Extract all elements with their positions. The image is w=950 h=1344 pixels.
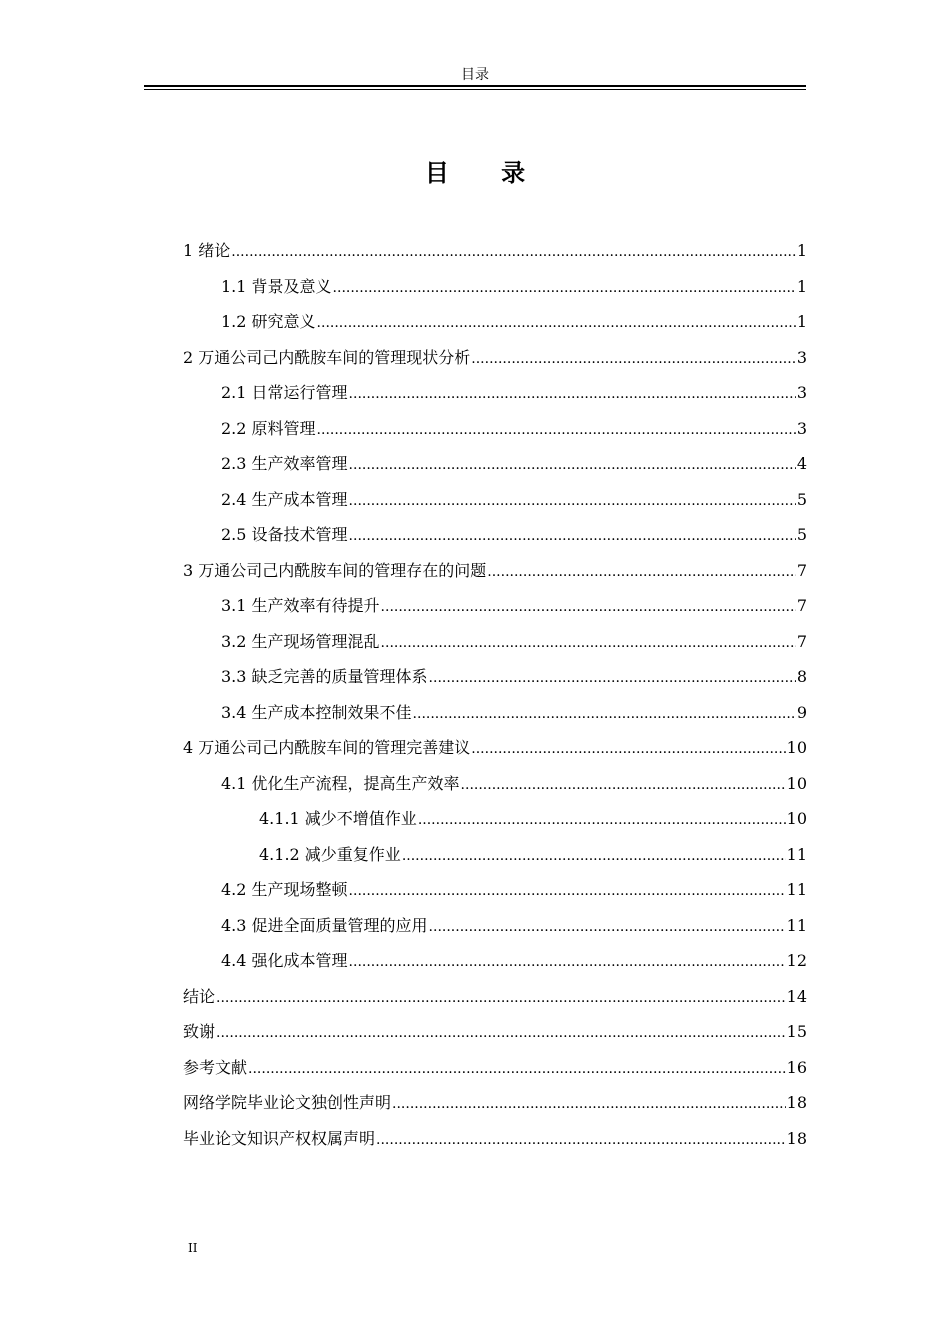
toc-entry-page: 11 bbox=[786, 880, 807, 899]
toc-dot-leader bbox=[216, 981, 786, 1017]
toc-dot-leader bbox=[402, 839, 786, 875]
toc-entry-page: 16 bbox=[786, 1057, 807, 1077]
toc-dot-leader bbox=[231, 235, 796, 271]
toc-entry-page: 9 bbox=[796, 702, 807, 722]
toc-entry-label: 4.1.1 减少不增值作业 bbox=[259, 809, 417, 828]
toc-entry[interactable] bbox=[183, 872, 807, 908]
toc-entry-label: 2.5 设备技术管理 bbox=[221, 525, 348, 544]
toc-entry[interactable] bbox=[183, 908, 807, 944]
toc-entry-label: 1 绪论 bbox=[183, 241, 231, 260]
toc-entry[interactable] bbox=[183, 588, 807, 624]
toc-entry[interactable] bbox=[183, 766, 807, 802]
toc-entry-label: 3 万通公司己内酰胺车间的管理存在的问题 bbox=[183, 560, 487, 580]
toc-dot-leader bbox=[381, 590, 796, 626]
toc-entry-label: 2.1 日常运行管理 bbox=[221, 383, 348, 402]
toc-dot-leader bbox=[487, 555, 796, 591]
toc-dot-leader bbox=[248, 1052, 786, 1088]
toc-entry[interactable] bbox=[183, 375, 807, 411]
toc-dot-leader bbox=[429, 661, 796, 697]
toc-entry-page: 14 bbox=[786, 986, 807, 1006]
toc-dot-leader bbox=[461, 768, 786, 804]
toc-entry[interactable] bbox=[183, 801, 807, 837]
toc-entry[interactable] bbox=[183, 979, 807, 1015]
toc-entry-page: 18 bbox=[786, 1128, 807, 1148]
toc-dot-leader bbox=[349, 377, 796, 413]
toc-entry-page: 7 bbox=[796, 631, 807, 651]
toc-entry[interactable] bbox=[183, 446, 807, 482]
toc-entry-label: 4.1.2 减少重复作业 bbox=[259, 844, 401, 864]
toc-entry[interactable] bbox=[183, 659, 807, 695]
toc-entry-page: 7 bbox=[796, 596, 807, 615]
toc-entry[interactable] bbox=[183, 482, 807, 518]
toc-entry-label: 4 万通公司己内酰胺车间的管理完善建议 bbox=[183, 738, 471, 757]
toc-dot-leader bbox=[349, 519, 796, 555]
toc-entry[interactable] bbox=[183, 1050, 807, 1086]
toc-entry-page: 10 bbox=[786, 773, 807, 793]
toc-dot-leader bbox=[333, 271, 796, 307]
toc-entry[interactable] bbox=[183, 517, 807, 553]
toc-entry-label: 网络学院毕业论文独创性声明 bbox=[183, 1093, 392, 1112]
toc-dot-leader bbox=[471, 342, 796, 378]
toc-entry-page: 1 bbox=[796, 312, 807, 331]
toc-entry[interactable] bbox=[183, 624, 807, 660]
toc-entry-label: 2.2 原料管理 bbox=[221, 418, 316, 438]
toc-entry-label: 毕业论文知识产权权属声明 bbox=[183, 1128, 376, 1148]
toc-entry[interactable] bbox=[183, 1085, 807, 1121]
header-rule-thin bbox=[144, 89, 806, 90]
toc-entry[interactable] bbox=[183, 1014, 807, 1050]
toc-entry-label: 1.1 背景及意义 bbox=[221, 276, 332, 296]
toc-entry-label: 2 万通公司己内酰胺车间的管理现状分析 bbox=[183, 347, 471, 367]
toc-dot-leader bbox=[471, 732, 785, 768]
toc-entry-label: 参考文献 bbox=[183, 1057, 248, 1077]
toc-entry-label: 4.3 促进全面质量管理的应用 bbox=[221, 915, 428, 935]
toc-entry-page: 3 bbox=[796, 383, 807, 402]
toc-entry[interactable] bbox=[183, 837, 807, 873]
toc-dot-leader bbox=[349, 945, 786, 981]
toc-entry-label: 结论 bbox=[183, 986, 216, 1006]
toc-entry-label: 4.2 生产现场整顿 bbox=[221, 880, 348, 899]
toc-entry-page: 5 bbox=[796, 489, 807, 509]
toc-entry-page: 4 bbox=[796, 454, 807, 473]
toc-entry-page: 11 bbox=[786, 844, 807, 864]
toc-entry-label: 4.4 强化成本管理 bbox=[221, 951, 348, 970]
toc-entry-page: 7 bbox=[796, 560, 807, 580]
toc-entry-page: 10 bbox=[786, 738, 807, 757]
toc-entry-page: 12 bbox=[786, 951, 807, 970]
toc-dot-leader bbox=[349, 484, 796, 520]
toc-dot-leader bbox=[317, 413, 796, 449]
toc-entry-page: 10 bbox=[786, 809, 807, 828]
toc-entry-label: 3.3 缺乏完善的质量管理体系 bbox=[221, 667, 428, 686]
toc-dot-leader bbox=[349, 448, 796, 484]
toc-entry-page: 15 bbox=[786, 1022, 807, 1041]
toc-dot-leader bbox=[413, 697, 796, 733]
toc-entry-label: 2.4 生产成本管理 bbox=[221, 489, 348, 509]
toc-entry[interactable] bbox=[183, 943, 807, 979]
toc-entry-page: 8 bbox=[796, 667, 807, 686]
toc-entry[interactable] bbox=[183, 411, 807, 447]
toc-entry[interactable] bbox=[183, 553, 807, 589]
header-rule-thick bbox=[144, 85, 806, 87]
page-number: II bbox=[188, 1241, 198, 1255]
toc-entry-label: 3.2 生产现场管理混乱 bbox=[221, 631, 380, 651]
toc-entry-page: 11 bbox=[786, 915, 807, 935]
toc-entry-label: 3.1 生产效率有待提升 bbox=[221, 596, 380, 615]
toc-dot-leader bbox=[216, 1016, 786, 1052]
toc-entry-label: 2.3 生产效率管理 bbox=[221, 454, 348, 473]
toc-entry-page: 18 bbox=[786, 1093, 807, 1112]
running-header: 目录 bbox=[461, 67, 489, 83]
toc-entry-page: 3 bbox=[796, 347, 807, 367]
toc-dot-leader bbox=[317, 306, 796, 342]
toc-dot-leader bbox=[376, 1123, 786, 1159]
toc-entry[interactable] bbox=[183, 1121, 807, 1157]
toc-entry-page: 3 bbox=[796, 418, 807, 438]
toc-entry-page: 1 bbox=[796, 241, 807, 260]
toc-entry-page: 5 bbox=[796, 525, 807, 544]
toc-entry[interactable] bbox=[183, 695, 807, 731]
toc-entry[interactable] bbox=[183, 730, 807, 766]
toc-entry-label: 4.1 优化生产流程，提高生产效率 bbox=[221, 773, 460, 793]
toc-entry[interactable] bbox=[183, 269, 807, 305]
toc-entry-label: 3.4 生产成本控制效果不佳 bbox=[221, 702, 412, 722]
toc-dot-leader bbox=[418, 803, 786, 839]
toc-entry[interactable] bbox=[183, 340, 807, 376]
toc-entry-label: 1.2 研究意义 bbox=[221, 312, 316, 331]
toc-dot-leader bbox=[381, 626, 796, 662]
toc-title: 目 录 bbox=[424, 158, 548, 187]
toc-dot-leader bbox=[392, 1087, 786, 1123]
toc-dot-leader bbox=[429, 910, 786, 946]
toc-entry[interactable] bbox=[183, 233, 807, 269]
table-of-contents bbox=[183, 233, 807, 1156]
toc-entry-page: 1 bbox=[796, 276, 807, 296]
toc-entry-label: 致谢 bbox=[183, 1022, 216, 1041]
toc-dot-leader bbox=[349, 874, 786, 910]
toc-entry[interactable] bbox=[183, 304, 807, 340]
